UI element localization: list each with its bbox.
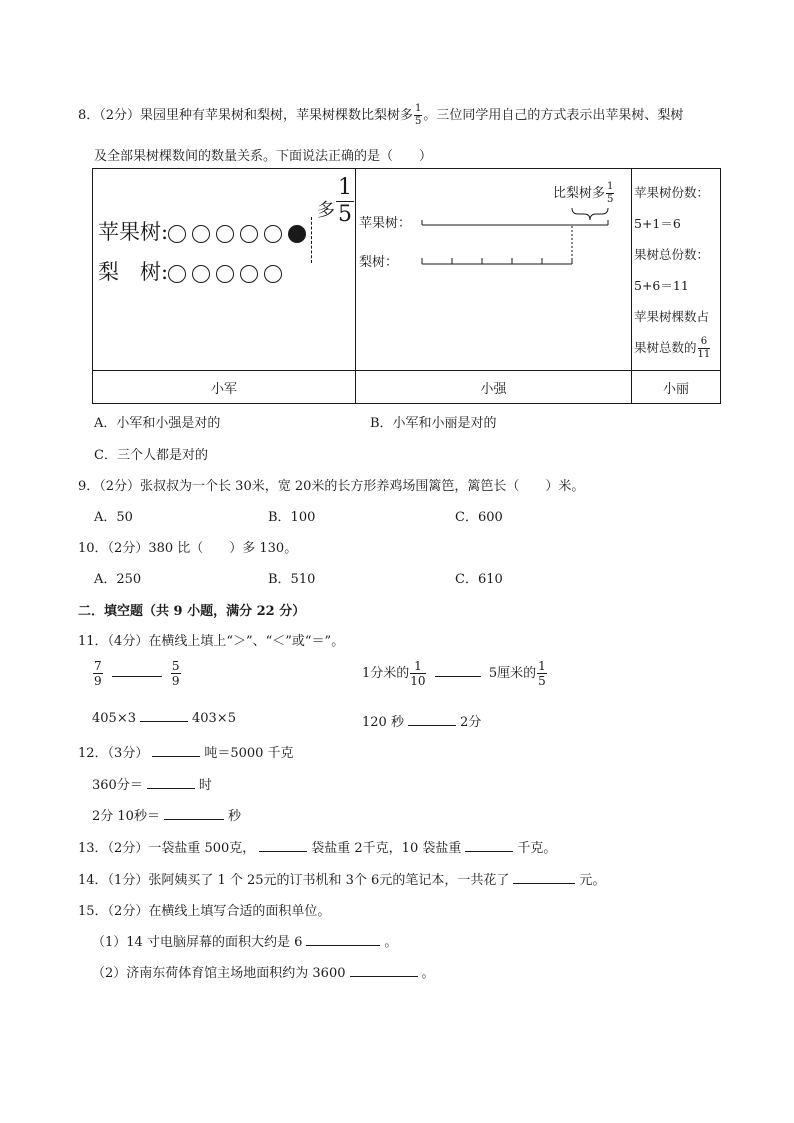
circle-icon xyxy=(216,225,234,243)
q8-option-c[interactable]: C．三个人都是对的 xyxy=(94,448,208,463)
q9-option-c[interactable]: C．600 xyxy=(455,510,503,525)
q11-text: 11．（4分）在横线上填上“＞”、“＜”或“＝”。 xyxy=(78,634,345,649)
q8-table xyxy=(92,168,721,404)
xj-more-label: 多 xyxy=(317,200,335,221)
q15-text: 15．（2分）在横线上填写合适的面积单位。 xyxy=(78,904,331,919)
filled-circle-icon xyxy=(288,225,306,243)
q12-line2: 360分＝ 时 xyxy=(92,778,212,793)
xiaojun-cell xyxy=(93,169,356,371)
xiaoqiang-cell xyxy=(356,169,632,371)
q12-line3: 2分 10秒＝ 秒 xyxy=(92,809,241,824)
q10-option-a[interactable]: A．250 xyxy=(94,572,142,587)
q8-fraction: $\frac{1}{5}$ xyxy=(415,103,422,127)
circle-icon xyxy=(168,225,186,243)
xl-text: 苹果树份数： 5+1＝6 果树总份数： 5+6＝11 苹果树棵数占 果树总数的 $\frac{6}{11}$ xyxy=(634,185,711,360)
xj-pear-row xyxy=(98,256,288,286)
xiaoli-cell xyxy=(632,169,721,371)
q11-a: $\frac{7}{9}$ $\frac{5}{9}$ xyxy=(94,659,180,688)
xiaoqiang-caption: 小强 xyxy=(356,371,632,404)
xiaoli-caption: 小丽 xyxy=(632,371,721,404)
xj-apple-row xyxy=(98,216,312,246)
circle-icon xyxy=(264,265,282,283)
q11-d: 120 秒 2分 xyxy=(362,715,482,730)
q13: 13．（2分）一袋盐重 500克， 袋盐重 2千克，10 袋盐重 千克。 xyxy=(78,841,557,856)
q8-suffix: 。三位同学用自己的方式表示出苹果树、梨树 xyxy=(423,108,684,123)
xq-brace-label: 比梨树多 $\frac{1}{5}$ xyxy=(553,181,614,205)
circle-icon xyxy=(240,225,258,243)
q8-line1 xyxy=(78,104,683,127)
q13-blank-1[interactable] xyxy=(259,851,307,852)
q14: 14．（1分）张阿姨买了 1 个 25元的订书机和 3个 6元的笔记本，一共花了 元。 xyxy=(78,873,606,888)
q12-blank-3[interactable] xyxy=(164,819,224,820)
q13-blank-2[interactable] xyxy=(465,851,513,852)
circle-icon xyxy=(168,265,186,283)
circle-icon xyxy=(192,225,210,243)
xq-pear-label: 梨树： xyxy=(359,255,399,270)
q12-line1: 12．（3分） 吨＝5000 千克 xyxy=(78,746,294,761)
q8-prefix: 8．（2分）果园里种有苹果树和梨树，苹果树棵数比梨树多 xyxy=(78,108,414,123)
q9-text: 9．（2分）张叔叔为一个长 30米，宽 20米的长方形养鸡场围篱笆，篱笆长（ ）米。 xyxy=(78,479,585,494)
q11-b-blank[interactable] xyxy=(435,676,481,677)
xq-apple-label: 苹果树： xyxy=(359,216,412,231)
q8-option-a[interactable]: A．小军和小强是对的 xyxy=(94,416,221,431)
q11-c: 405×3 403×5 xyxy=(92,711,236,726)
q11-c-blank[interactable] xyxy=(140,721,188,722)
q9-option-a[interactable]: A．50 xyxy=(94,510,133,525)
xj-pear-label: 梨 树: xyxy=(98,260,169,284)
circle-icon xyxy=(240,265,258,283)
xj-apple-label: 苹果树: xyxy=(98,220,169,244)
q15-sub2: （2）济南东荷体育馆主场地面积约为 3600 。 xyxy=(92,966,435,981)
q14-blank[interactable] xyxy=(513,883,575,884)
section-2-heading: 二．填空题（共 9 小题，满分 22 分） xyxy=(78,604,306,619)
q10-text: 10．（2分）380 比（ ）多 130。 xyxy=(78,541,298,556)
q15-blank-1[interactable] xyxy=(306,945,380,946)
q8-option-b[interactable]: B．小军和小丽是对的 xyxy=(370,416,497,431)
q12-blank-1[interactable] xyxy=(152,756,200,757)
xiaojun-caption: 小军 xyxy=(93,371,356,404)
xj-dashed-divider xyxy=(311,217,312,263)
q9-option-b[interactable]: B．100 xyxy=(268,510,316,525)
circle-icon xyxy=(192,265,210,283)
q11-d-blank[interactable] xyxy=(408,725,456,726)
q10-option-c[interactable]: C．610 xyxy=(455,572,503,587)
q15-sub1: （1）14 寸电脑屏幕的面积大约是 6 。 xyxy=(92,935,398,950)
q8-line2: 及全部果树棵数间的数量关系。下面说法正确的是（ ） xyxy=(94,149,433,164)
xj-fraction: 1 5 xyxy=(338,175,352,227)
q15-blank-2[interactable] xyxy=(350,976,418,977)
circle-icon xyxy=(264,225,282,243)
q12-blank-2[interactable] xyxy=(147,788,195,789)
q11-a-blank[interactable] xyxy=(112,676,162,677)
circle-icon xyxy=(216,265,234,283)
q11-b: 1分米的 $\frac{1}{10}$ 5厘米的 $\frac{1}{5}$ xyxy=(362,659,546,688)
q10-option-b[interactable]: B．510 xyxy=(268,572,316,587)
